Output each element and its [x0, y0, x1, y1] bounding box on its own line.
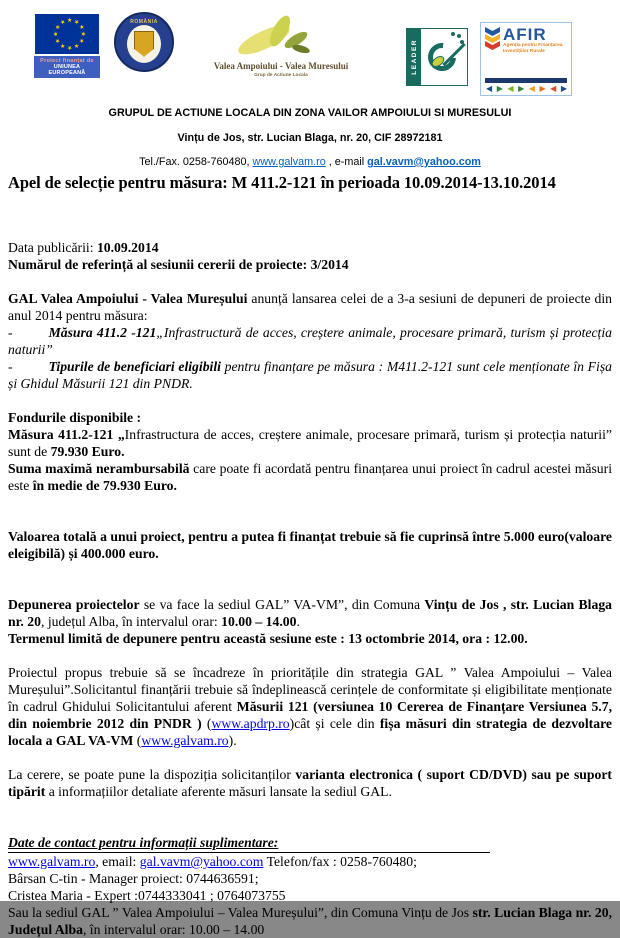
text-run: Valoarea totală a unui proiect, pentru a putea fi finanțat trebuie să fie cuprinsă între 5.000 euro(valoare eleigibilă) și 400.000 euro. — [8, 529, 612, 561]
romania-ministry-seal-icon — [114, 12, 174, 72]
text-run: , în intervalul orar: 10.00 – 14.00 — [82, 922, 265, 937]
coat-of-arms-icon — [134, 31, 154, 57]
phone-fax-text: Tel./Fax. 0258-760480, — [139, 156, 253, 168]
text-run: Măsura 411.2-121 „ — [8, 427, 125, 442]
text-run: Infrastructura de acces, creștere animale, procesare primară, turism și protecția naturii” sunt de — [8, 427, 612, 459]
page-title: Apel de selecție pentru măsura: M 411.2-121 în perioada 10.09.2014-13.10.2014 — [8, 173, 556, 192]
hyperlink[interactable]: www.galvam.ro — [8, 854, 96, 869]
leader-label: LEADER — [410, 39, 418, 75]
text-run: Date de contact pentru informații suplimentare: — [8, 835, 279, 850]
eu-caption-line2: UNIUNEA EUROPEANĂ — [48, 64, 86, 76]
gal-leaf-logo — [208, 16, 354, 78]
gal-logo-title: Valea Ampoiului - Valea Muresului — [213, 61, 349, 71]
hyperlink[interactable]: gal.vavm@yahoo.com — [139, 854, 264, 869]
text-run: Tipurile de beneficiari eligibili — [48, 359, 221, 374]
afir-subtitle-line1: Agenția pentru Finanțarea — [503, 43, 563, 48]
text-run: în medie de 79.930 Euro. — [32, 478, 177, 493]
text-run: , email: — [95, 854, 140, 869]
paragraph — [8, 239, 612, 256]
text-run: a informațiilor detaliate aferente măsuri lansate la sediul GAL. — [45, 784, 392, 799]
hyperlink[interactable]: www.apdrp.ro — [211, 716, 290, 731]
text-run: anunță lansarea celei de a 3-a sesiuni de depuneri de proiecte din anul 2014 pentru măsura: — [8, 291, 612, 323]
org-address: Vințu de Jos, str. Lucian Blaga, nr. 20, CIF 28972181 — [177, 132, 443, 144]
text-run: str. Lucian Blaga nr. 20, Județul Alba — [8, 905, 612, 937]
text-run: se va face la sediul GAL” VA-VM”, din Comuna — [139, 597, 425, 612]
afir-logo — [480, 22, 572, 96]
text-run: - — [8, 359, 13, 374]
paragraph — [8, 460, 612, 494]
text-run: . — [296, 614, 300, 629]
text-run: Suma maximă nerambursabilă — [8, 461, 190, 476]
text-run: varianta electronica ( suport CD/DVD) sau pe suport tipărit — [8, 767, 612, 799]
paragraph — [8, 528, 612, 562]
text-run: - — [8, 325, 13, 340]
contact-line — [8, 904, 612, 938]
paragraph — [8, 664, 612, 749]
org-name: GRUPUL DE ACTIUNE LOCALA DIN ZONA VAILOR AMPOIULUI SI MURESULUI — [108, 107, 512, 119]
text-run: Vințu de Jos , str. Lucian Blaga nr. 20 — [8, 597, 613, 629]
eu-flag-logo — [34, 14, 100, 78]
paragraph — [8, 256, 612, 273]
text-run: La cerere, se poate pune la dispoziția solicitanților — [8, 767, 296, 782]
eu-stars-icon — [35, 14, 99, 54]
text-run: Data publicării: — [8, 240, 97, 255]
romania-label: ROMÂNIA — [130, 19, 158, 25]
afir-top — [485, 27, 567, 54]
text-run: Măsura 411.2 -121 — [48, 325, 157, 340]
email-label: , e-mail — [325, 156, 368, 168]
text-run: Bârsan C-tin - Manager proiect: 0744636591; — [8, 871, 259, 886]
paragraph — [8, 426, 612, 460]
text-run: Cristea Maria - Expert :0744333041 ; 0764073755 — [8, 888, 286, 903]
hyperlink[interactable]: www.galvam.ro — [141, 733, 229, 748]
paragraph — [8, 766, 612, 800]
text-run: Fondurile disponibile : — [8, 410, 142, 425]
paragraph — [8, 596, 612, 630]
text-run: )cât și cele din — [289, 716, 380, 731]
website-link[interactable]: www.galvam.ro — [252, 156, 326, 168]
contact-line — [8, 853, 612, 870]
text-run: ). — [228, 733, 237, 748]
leader-sprout-icon — [421, 29, 467, 85]
eu-caption — [34, 56, 100, 78]
paragraph — [8, 324, 612, 358]
afir-subtitle-line2: Investițiilor Rurale — [503, 48, 545, 54]
org-contact-line — [0, 156, 620, 168]
leader-band — [407, 29, 421, 85]
logo-row — [0, 0, 620, 94]
text-run: Sau la sediul GAL ” Valea Ampoiului – Valea Mureșului”, din Comuna Vințu de Jos — [8, 905, 473, 920]
contact-line — [8, 887, 612, 904]
text-run: 79.930 Euro. — [50, 444, 125, 459]
leaf-icon — [208, 16, 354, 56]
afir-chevrons-icon: ◀ ▶ ◀ ▶ ◀ ▶ ◀ ▶ — [486, 84, 566, 93]
paragraph — [8, 630, 612, 647]
text-run: care poate fi acordată pentru finanțarea unui proiect în cadrul acestei măsuri este — [8, 461, 613, 493]
text-run: 10.00 – 14.00 — [221, 614, 297, 629]
text-run: ( — [133, 733, 142, 748]
text-run: ( — [206, 716, 212, 731]
romania-seal-inner — [127, 25, 161, 63]
text-run: Numărul de referință al sesiunii cererii de proiecte: 3/2014 — [8, 257, 349, 272]
document-body — [8, 239, 612, 938]
text-run: Măsurii 121 (versiunea 10 Cererea de Finanțare Versiunea 5.7, din noiembrie 2012 din PNDR ) — [8, 699, 612, 731]
contact-line — [8, 870, 612, 887]
paragraph — [8, 409, 612, 426]
afir-mark-icon — [485, 27, 500, 50]
paragraph — [8, 358, 612, 392]
text-run: Depunerea proiectelor — [8, 597, 140, 612]
leader-logo — [406, 28, 468, 86]
text-run: pentru finanțare pe măsura : M411.2-121 sunt cele menționate în Fișa și Ghidul Măsurii 121 din PNDR. — [8, 359, 613, 391]
contact-heading — [8, 834, 490, 853]
afir-acronym: AFIR — [503, 25, 547, 44]
text-run: fișa măsuri din strategia de dezvoltare locala a GAL VA-VM — [8, 716, 612, 748]
text-run: „Infrastructură de acces, creștere animale, procesare primară, turism și protecția naturii” — [8, 325, 612, 357]
text-run: Proiectul propus trebuie să se încadreze în prioritățile din strategia GAL ” Valea Ampoiului – Valea Mureșului”.Solicitantul finanțării trebuie să îndeplinească cerințele de conformitate și eligibilitate menționate în cadrul Ghidului Solicitantului aferent — [8, 665, 612, 714]
email-link[interactable]: gal.vavm@yahoo.com — [367, 156, 481, 168]
gal-logo-subtitle: Grup de Actiune Locala — [254, 73, 308, 78]
document-header — [0, 107, 620, 168]
text-run: Telefon/fax : 0258-760480; — [263, 854, 417, 869]
eu-caption-line1: Proiect finanțat de — [40, 58, 94, 64]
text-run: 10.09.2014 — [96, 240, 159, 255]
text-run: GAL Valea Ampoiului - Valea Mureșului — [8, 291, 248, 306]
text-run: Termenul limită de depunere pentru această sesiune este : 13 octombrie 2014, ora : 12.00. — [8, 631, 528, 646]
paragraph — [8, 290, 612, 324]
text-run: , județul Alba, în intervalul orar: — [40, 614, 222, 629]
